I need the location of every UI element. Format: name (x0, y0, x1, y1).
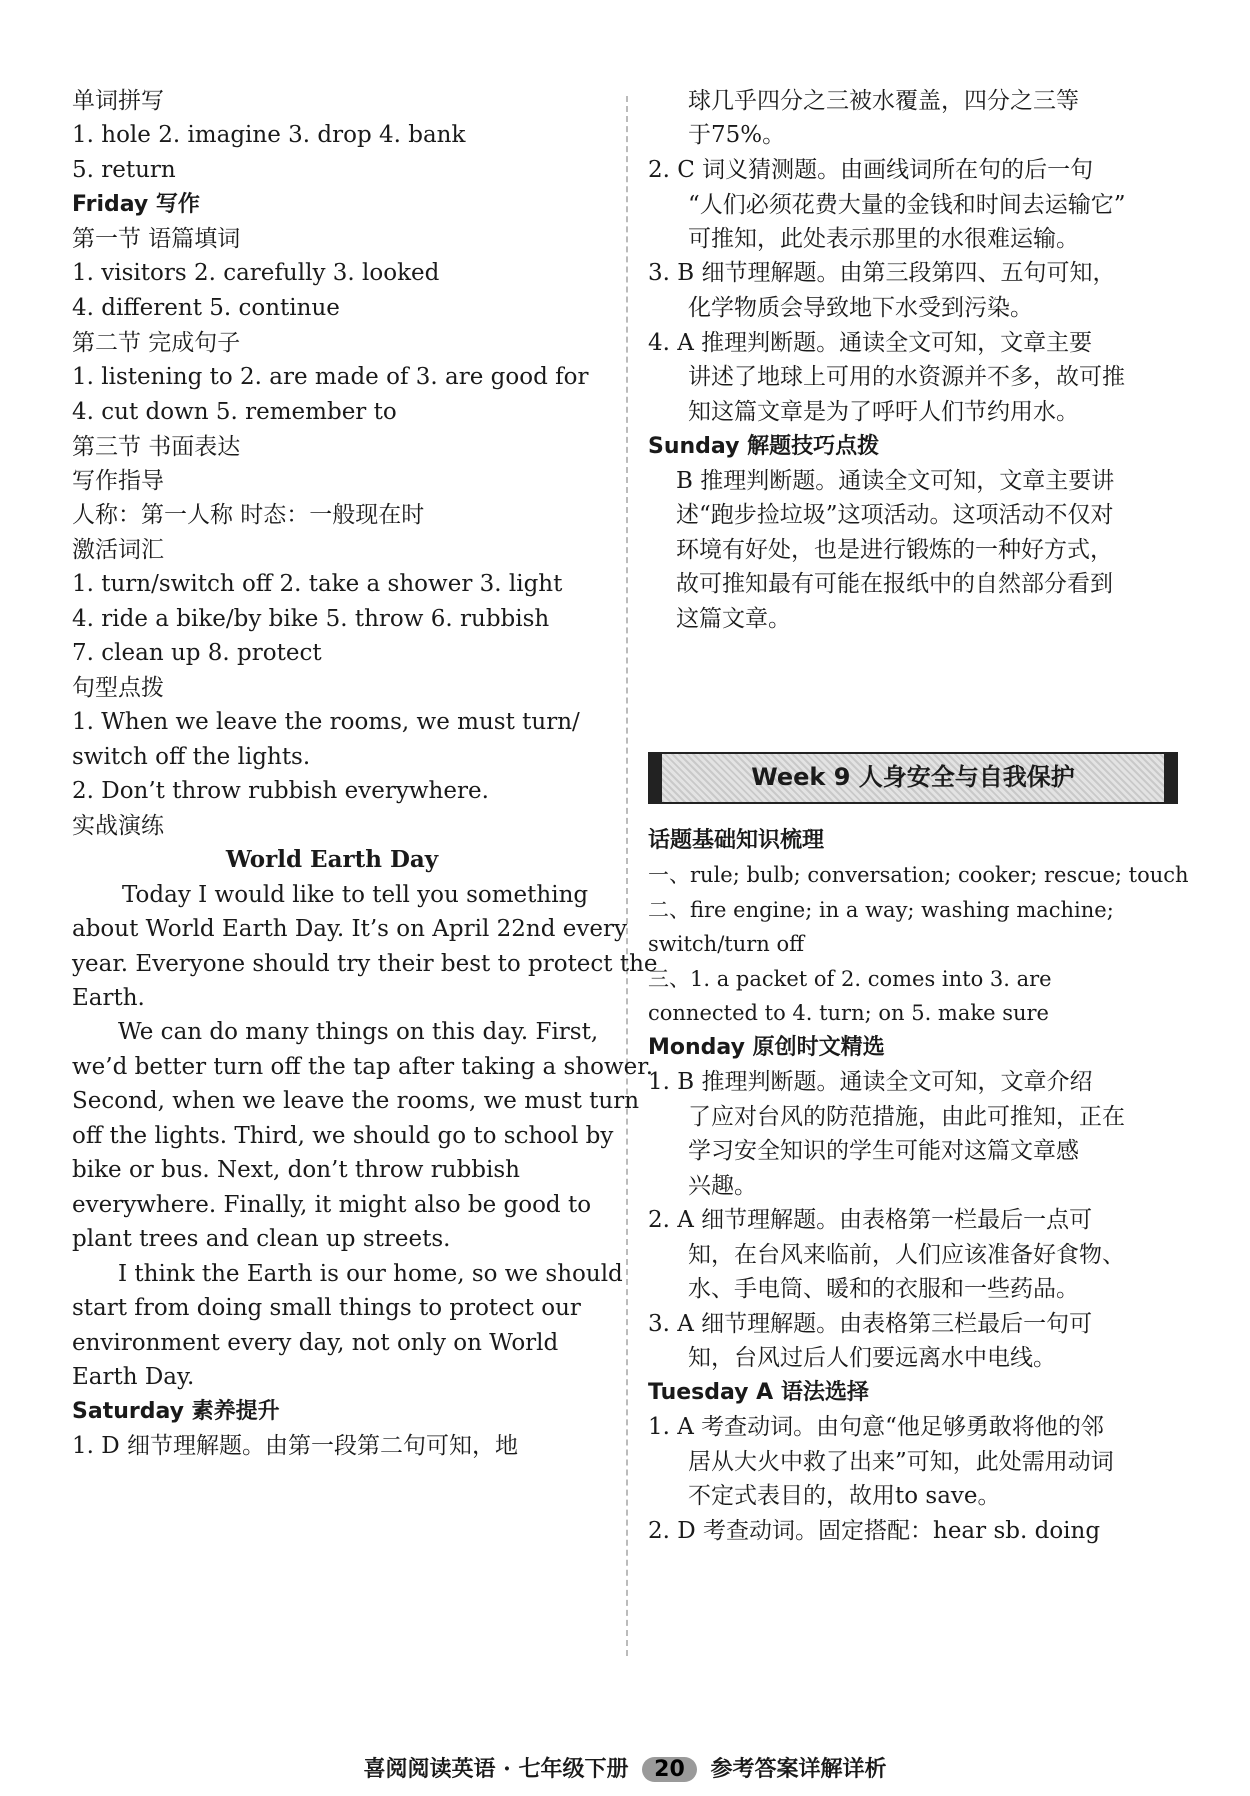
heading: 句型点拨 (72, 675, 164, 701)
answer-line: 三、1. a packet of 2. comes into 3. are (648, 967, 1052, 991)
page-number: 20 (642, 1757, 697, 1782)
heading: 实战演练 (72, 813, 164, 839)
essay-line: plant trees and clean up streets. (72, 1226, 451, 1252)
essay-line: year. Everyone should try their best to protect the (72, 951, 658, 977)
essay-line: Earth. (72, 985, 145, 1011)
answer-line: 述“跑步捡垃圾”这项活动。这项活动不仅对 (676, 502, 1114, 528)
answer-line: 1. B 推理判断题。通读全文可知，文章介绍 (648, 1069, 1093, 1095)
answer-line: 环境有好处，也是进行锻炼的一种好方式， (676, 537, 1113, 563)
answer-line: 4. cut down 5. remember to (72, 399, 397, 425)
answer-line: 1. turn/switch off 2. take a shower 3. light (72, 571, 563, 597)
answer-line: 于75%。 (688, 122, 786, 148)
answer-line: 故可推知最有可能在报纸中的自然部分看到 (676, 571, 1113, 597)
section-heading: Monday 原创时文精选 (648, 1035, 885, 1060)
answer-line: 这篇文章。 (676, 606, 791, 632)
answer-line: 不定式表目的，故用to save。 (688, 1483, 1001, 1509)
answer-line: 1. visitors 2. carefully 3. looked (72, 260, 440, 286)
answer-line: 1. When we leave the rooms, we must turn/ (72, 709, 580, 735)
answer-line: switch off the lights. (72, 744, 311, 770)
answer-line: 2. A 细节理解题。由表格第一栏最后一点可 (648, 1207, 1093, 1233)
answer-line: 兴趣。 (688, 1173, 757, 1199)
column-divider (626, 96, 628, 1656)
essay-line: bike or bus. Next, don’t throw rubbish (72, 1157, 520, 1183)
heading: 第三节 书面表达 (72, 434, 241, 460)
answer-line: 知这篇文章是为了呼吁人们节约用水。 (688, 399, 1079, 425)
essay-title: World Earth Day (225, 846, 439, 873)
answer-line: 1. hole 2. imagine 3. drop 4. bank (72, 122, 466, 148)
essay-line: environment every day, not only on World (72, 1330, 559, 1356)
section-heading: Friday 写作 (72, 192, 200, 217)
answer-line: 4. ride a bike/by bike 5. throw 6. rubbish (72, 606, 550, 632)
essay-line: everywhere. Finally, it might also be good to (72, 1192, 592, 1218)
answer-line: 二、fire engine; in a way; washing machine; (648, 898, 1114, 922)
answer-line: 1. A 考查动词。由句意“他足够勇敢将他的邻 (648, 1414, 1104, 1440)
answer-line: 2. Don’t throw rubbish everywhere. (72, 778, 489, 804)
answer-line: 知，台风过后人们要远离水中电线。 (688, 1345, 1056, 1371)
answer-line: 球几乎四分之三被水覆盖，四分之三等 (688, 88, 1079, 114)
heading: 单词拼写 (72, 88, 164, 114)
essay-line: start from doing small things to protect our (72, 1295, 581, 1321)
essay-line: about World Earth Day. It’s on April 22nd every (72, 916, 627, 942)
week-banner (648, 752, 1178, 804)
page-footer (0, 1752, 1250, 1783)
section-heading: Tuesday A 语法选择 (648, 1380, 869, 1405)
essay-line: we’d better turn off the tap after taking a shower. (72, 1054, 654, 1080)
answer-line: 2. D 考查动词。固定搭配：hear sb. doing (648, 1518, 1101, 1544)
banner-title: Week 9 人身安全与自我保护 (751, 763, 1075, 791)
essay-line: Earth Day. (72, 1364, 195, 1390)
essay-line: off the lights. Third, we should go to school by (72, 1123, 614, 1149)
answer-line: 1. D 细节理解题。由第一段第二句可知，地 (72, 1433, 519, 1459)
answer-line: 居从大火中救了出来”可知，此处需用动词 (688, 1449, 1114, 1475)
book-title: 喜阅阅读英语 · 七年级下册 (363, 1756, 629, 1782)
heading: 激活词汇 (72, 537, 164, 563)
answer-line: 水、手电筒、暖和的衣服和一些药品。 (688, 1276, 1079, 1302)
answer-line: 人称：第一人称 时态：一般现在时 (72, 502, 425, 528)
answer-line: 知，在台风来临前，人们应该准备好食物、 (688, 1242, 1125, 1268)
heading: 写作指导 (72, 468, 164, 494)
section-heading: Sunday 解题技巧点拨 (648, 434, 880, 459)
heading: 第二节 完成句子 (72, 330, 241, 356)
essay-line: We can do many things on this day. First, (118, 1019, 599, 1045)
answer-line: 可推知，此处表示那里的水很难运输。 (688, 226, 1079, 252)
answer-line: 1. listening to 2. are made of 3. are good for (72, 364, 589, 390)
answer-line: 学习安全知识的学生可能对这篇文章感 (688, 1138, 1079, 1164)
footer-caption: 参考答案详解详析 (710, 1756, 887, 1782)
answer-line: “人们必须花费大量的金钱和时间去运输它” (688, 192, 1126, 218)
answer-line: 一、rule; bulb; conversation; cooker; rescue; touch (648, 863, 1189, 887)
essay-line: Today I would like to tell you something (122, 882, 589, 908)
essay-line: I think the Earth is our home, so we should (118, 1261, 623, 1287)
answer-line: 4. different 5. continue (72, 295, 340, 321)
essay-line: Second, when we leave the rooms, we must turn (72, 1088, 640, 1114)
answer-line: 5. return (72, 157, 176, 183)
answer-line: 讲述了地球上可用的水资源并不多，故可推 (688, 364, 1125, 390)
answer-line: 3. B 细节理解题。由第三段第四、五句可知， (648, 260, 1116, 286)
answer-line: 4. A 推理判断题。通读全文可知，文章主要 (648, 330, 1093, 356)
answer-line: 3. A 细节理解题。由表格第三栏最后一句可 (648, 1311, 1093, 1337)
answer-line: B 推理判断题。通读全文可知，文章主要讲 (676, 468, 1115, 494)
answer-line: 化学物质会导致地下水受到污染。 (688, 295, 1033, 321)
answer-line: connected to 4. turn; on 5. make sure (648, 1001, 1049, 1025)
section-heading: Saturday 素养提升 (72, 1399, 280, 1424)
answer-line: 2. C 词义猜测题。由画线词所在句的后一句 (648, 157, 1094, 183)
answer-line: 7. clean up 8. protect (72, 640, 322, 666)
heading: 第一节 语篇填词 (72, 226, 241, 252)
answer-line: switch/turn off (648, 932, 805, 956)
answer-line: 了应对台风的防范措施，由此可推知，正在 (688, 1104, 1125, 1130)
section-heading: 话题基础知识梳理 (648, 828, 825, 853)
